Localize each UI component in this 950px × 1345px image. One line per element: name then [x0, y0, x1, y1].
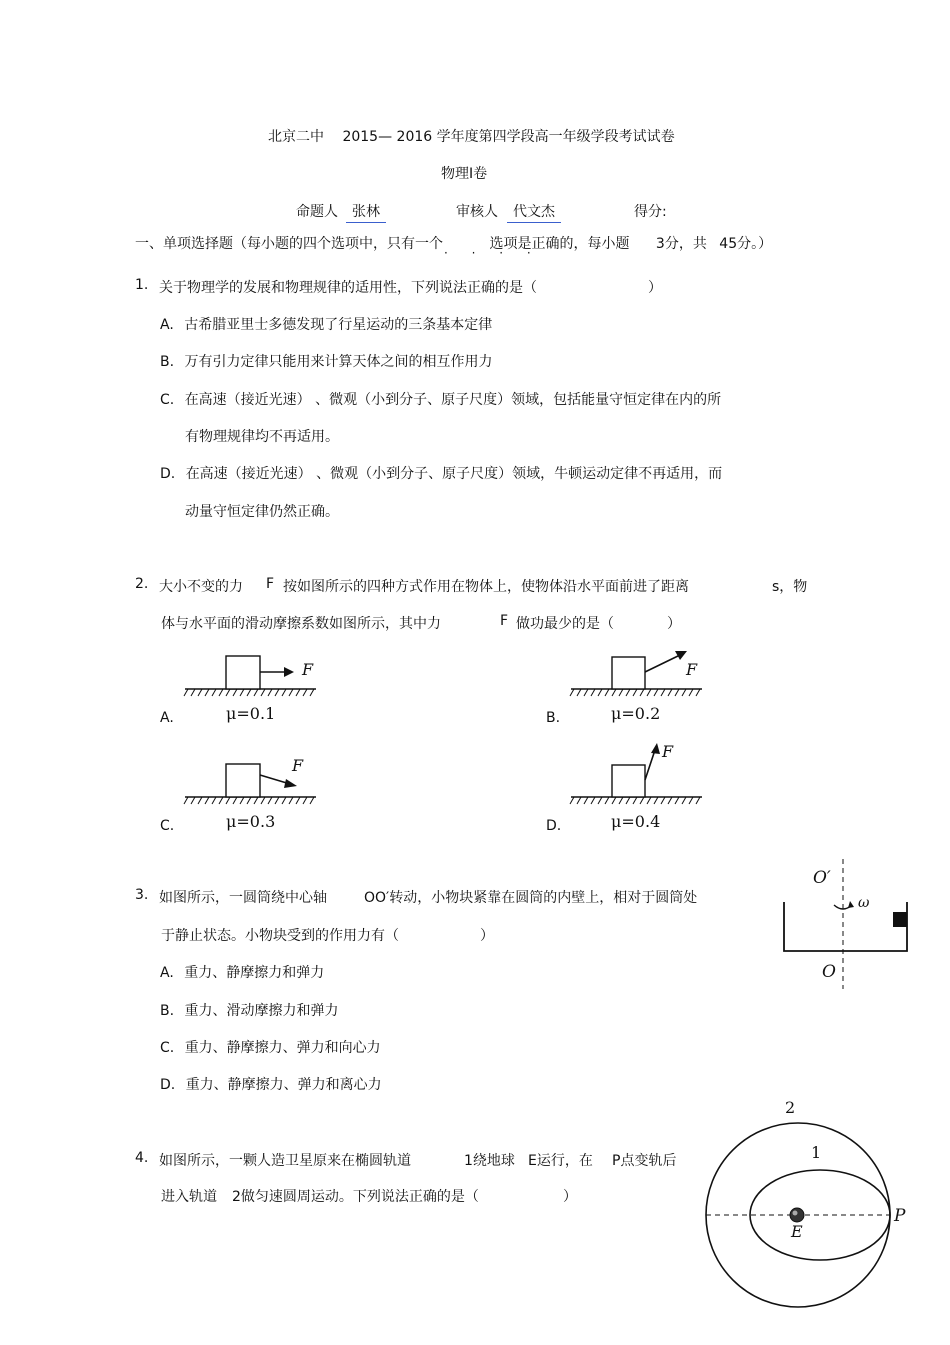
section-heading-pts: 3分，共 — [655, 236, 707, 252]
q4-line2a: 进入轨道 — [161, 1189, 217, 1205]
q3-bottom-label: O — [822, 962, 836, 982]
q2-option-a-letter[interactable]: A. — [160, 710, 174, 726]
q2-d-force-label: F — [662, 742, 674, 761]
reviewer-name: 代文杰 — [507, 201, 561, 223]
q3-line1a: 如图所示，一圆筒绕中心轴 — [159, 890, 327, 906]
q2-line2b: 做功最少的是（ — [516, 616, 614, 632]
option-letter: A. — [160, 965, 174, 981]
option-letter: C. — [160, 392, 175, 408]
q1-option-d-cont: 动量守恒定律仍然正确。 — [185, 504, 339, 520]
force-arrow — [645, 655, 680, 672]
q3-line2: 于静止状态。小物块受到的作用力有（ — [161, 928, 399, 944]
q2-b-force-label: F — [686, 660, 698, 679]
title-rest: 学年度第四学段高一年级学段考试试卷 — [436, 129, 675, 145]
q3-option-c[interactable] — [160, 1037, 381, 1057]
title-years: 2015— 2016 — [342, 129, 433, 145]
q3-line1-oo: OO′转动，小物块紧靠在圆筒的内壁上，相对于圆筒处 — [364, 890, 698, 906]
q3-line2-close: ） — [480, 928, 494, 944]
earth-icon — [790, 1208, 804, 1222]
q1-number: 1. — [135, 277, 149, 293]
force-arrow — [645, 750, 655, 780]
q3-cylinder-figure — [770, 855, 920, 995]
q2-b-mu: μ=0.2 — [611, 704, 661, 723]
q2-option-b-letter[interactable]: B. — [546, 710, 561, 726]
q3-option-d[interactable] — [160, 1074, 382, 1094]
q4-earth-label: E — [791, 1222, 803, 1241]
q2-option-c-letter[interactable]: C. — [160, 818, 175, 834]
q4-orbit2-label: 2 — [785, 1098, 796, 1117]
q2-c-mu: μ=0.3 — [226, 812, 276, 831]
q2-line1a: 大小不变的力 — [159, 579, 243, 595]
q2-a-mu: μ=0.1 — [226, 704, 276, 723]
block — [226, 656, 260, 689]
q2-option-d-letter[interactable]: D. — [546, 818, 562, 834]
q1-option-c[interactable] — [160, 389, 721, 409]
q2-d-mu: μ=0.4 — [611, 812, 661, 831]
q2-line2-close: ） — [667, 616, 681, 632]
q4-line1d: P点变轨后 — [612, 1153, 677, 1169]
q2-line1-f: F — [266, 576, 275, 592]
q2-c-force-label: F — [292, 756, 304, 775]
section-heading-a: 一、单项选择题（每小题的四个选项中，只有一个 — [135, 236, 443, 252]
block — [612, 765, 645, 797]
q1-option-d[interactable] — [160, 463, 722, 483]
author-label: 命题人 — [296, 204, 338, 220]
section-heading-total: 45分。） — [719, 236, 773, 252]
q4-line1b: 1绕地球 — [464, 1153, 515, 1169]
section-heading-b: 选项是正确的，每小题 — [489, 236, 630, 252]
q4-line1a: 如图所示，一颗人造卫星原来在椭圆轨道 — [159, 1153, 411, 1169]
option-text: 重力、静摩擦力、弹力和向心力 — [184, 1040, 381, 1056]
option-text: 万有引力定律只能用来计算天体之间的相互作用力 — [184, 354, 493, 370]
emphasis-dots: · · · · — [444, 246, 541, 260]
q4-line2-close: ） — [563, 1189, 577, 1205]
q4-orbit-figure — [700, 1115, 910, 1315]
q3-number: 3. — [135, 887, 149, 903]
block — [226, 764, 260, 797]
option-text: 重力、静摩擦力、弹力和离心力 — [185, 1077, 382, 1093]
q1-option-c-cont: 有物理规律均不再适用。 — [185, 429, 339, 445]
q3-option-a[interactable] — [160, 962, 324, 982]
option-letter: C. — [160, 1040, 175, 1056]
q4-point-label: P — [894, 1206, 906, 1226]
q1-option-a[interactable] — [160, 314, 492, 334]
option-letter: D. — [160, 1077, 176, 1093]
q2-a-force-label: F — [302, 660, 314, 679]
option-text: 重力、静摩擦力和弹力 — [184, 965, 325, 981]
q2-line1-s: s，物 — [772, 579, 808, 595]
option-text: 古希腊亚里士多德发现了行星运动的三条基本定律 — [184, 317, 493, 333]
option-letter: B. — [160, 1003, 175, 1019]
small-block — [893, 912, 907, 927]
q4-line1c: E运行，在 — [528, 1153, 593, 1169]
q2-number: 2. — [135, 576, 149, 592]
option-text: 重力、滑动摩擦力和弹力 — [184, 1003, 339, 1019]
exam-subtitle: 物理Ⅰ卷 — [441, 166, 488, 182]
q3-option-b[interactable] — [160, 1000, 339, 1020]
option-letter: A. — [160, 317, 174, 333]
q1-stem-close: ） — [648, 280, 662, 296]
author-name: 张林 — [346, 201, 386, 223]
option-text: 在高速（接近光速） 、微观（小到分子、原子尺度）领域，牛顿运动定律不再适用，而 — [185, 466, 723, 482]
q1-option-b[interactable] — [160, 351, 493, 371]
q3-top-label: O′ — [813, 868, 831, 888]
q2-line1b: 按如图所示的四种方式作用在物体上，使物体沿水平面前进了距离 — [283, 579, 689, 595]
option-letter: D. — [160, 466, 176, 482]
q1-stem: 关于物理学的发展和物理规律的适用性，下列说法正确的是（ — [159, 280, 537, 296]
exam-title — [268, 126, 675, 146]
q4-line2b: 2做匀速圆周运动。下列说法正确的是（ — [232, 1189, 479, 1205]
score-label: 得分: — [634, 204, 667, 220]
option-text: 在高速（接近光速） 、微观（小到分子、原子尺度）领域，包括能量守恒定律在内的所 — [184, 392, 722, 408]
option-letter: B. — [160, 354, 175, 370]
q2-line2-f: F — [500, 613, 509, 629]
q4-orbit1-label: 1 — [811, 1143, 822, 1162]
reviewer-label: 审核人 — [456, 204, 498, 220]
block — [612, 657, 645, 689]
title-school: 北京二中 — [268, 129, 324, 145]
q3-omega-label: ω — [858, 895, 870, 911]
q4-number: 4. — [135, 1150, 149, 1166]
q2-line2a: 体与水平面的滑动摩擦系数如图所示，其中力 — [161, 616, 441, 632]
